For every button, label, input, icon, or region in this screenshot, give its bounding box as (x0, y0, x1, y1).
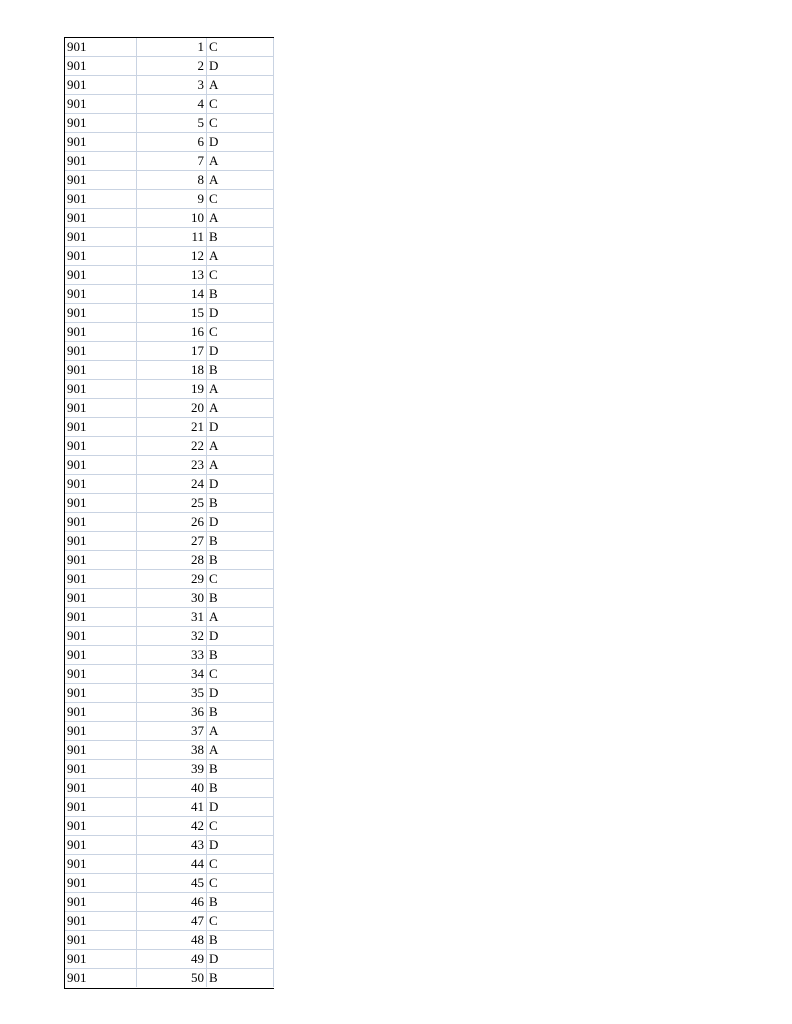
answer-cell: D (207, 418, 274, 436)
exam-code-cell: 901 (65, 684, 137, 702)
question-number-cell: 7 (137, 152, 207, 170)
exam-code-cell: 901 (65, 589, 137, 607)
table-row (65, 38, 274, 57)
question-number-cell: 1 (137, 38, 207, 56)
answer-cell: D (207, 57, 274, 75)
exam-code-cell: 901 (65, 76, 137, 94)
exam-code-cell: 901 (65, 266, 137, 284)
question-number-cell: 35 (137, 684, 207, 702)
question-number-cell: 47 (137, 912, 207, 930)
exam-code-cell: 901 (65, 931, 137, 949)
question-number-cell: 31 (137, 608, 207, 626)
exam-code-cell: 901 (65, 703, 137, 721)
table-row (65, 380, 274, 399)
table-row (65, 950, 274, 969)
table-row (65, 779, 274, 798)
question-number-cell: 16 (137, 323, 207, 341)
exam-code-cell: 901 (65, 798, 137, 816)
answer-cell: D (207, 836, 274, 854)
table-row (65, 475, 274, 494)
answer-cell: C (207, 114, 274, 132)
answer-cell: B (207, 931, 274, 949)
table-row (65, 817, 274, 836)
exam-code-cell: 901 (65, 760, 137, 778)
question-number-cell: 33 (137, 646, 207, 664)
question-number-cell: 36 (137, 703, 207, 721)
exam-code-cell: 901 (65, 513, 137, 531)
answer-cell: D (207, 304, 274, 322)
answer-cell: B (207, 228, 274, 246)
table-row (65, 893, 274, 912)
table-row (65, 513, 274, 532)
answer-cell: C (207, 912, 274, 930)
exam-code-cell: 901 (65, 456, 137, 474)
question-number-cell: 40 (137, 779, 207, 797)
table-row (65, 532, 274, 551)
question-number-cell: 24 (137, 475, 207, 493)
exam-code-cell: 901 (65, 836, 137, 854)
table-row (65, 152, 274, 171)
exam-code-cell: 901 (65, 570, 137, 588)
table-row (65, 285, 274, 304)
exam-code-cell: 901 (65, 722, 137, 740)
answer-cell: C (207, 665, 274, 683)
answer-cell: B (207, 285, 274, 303)
exam-code-cell: 901 (65, 817, 137, 835)
table-row (65, 361, 274, 380)
exam-code-cell: 901 (65, 190, 137, 208)
table-row (65, 133, 274, 152)
answer-key-table (64, 37, 274, 989)
exam-code-cell: 901 (65, 95, 137, 113)
table-row (65, 456, 274, 475)
question-number-cell: 11 (137, 228, 207, 246)
answer-cell: B (207, 779, 274, 797)
question-number-cell: 5 (137, 114, 207, 132)
question-number-cell: 25 (137, 494, 207, 512)
question-number-cell: 38 (137, 741, 207, 759)
answer-cell: A (207, 437, 274, 455)
table-row (65, 57, 274, 76)
question-number-cell: 27 (137, 532, 207, 550)
table-row (65, 247, 274, 266)
table-row (65, 323, 274, 342)
answer-cell: A (207, 152, 274, 170)
answer-cell: B (207, 532, 274, 550)
answer-cell: D (207, 342, 274, 360)
answer-cell: A (207, 722, 274, 740)
exam-code-cell: 901 (65, 608, 137, 626)
question-number-cell: 30 (137, 589, 207, 607)
question-number-cell: 3 (137, 76, 207, 94)
table-row (65, 684, 274, 703)
exam-code-cell: 901 (65, 209, 137, 227)
exam-code-cell: 901 (65, 646, 137, 664)
exam-code-cell: 901 (65, 228, 137, 246)
table-row (65, 722, 274, 741)
table-row (65, 912, 274, 931)
exam-code-cell: 901 (65, 171, 137, 189)
answer-cell: B (207, 646, 274, 664)
answer-cell: D (207, 475, 274, 493)
answer-cell: C (207, 817, 274, 835)
exam-code-cell: 901 (65, 361, 137, 379)
question-number-cell: 44 (137, 855, 207, 873)
exam-code-cell: 901 (65, 323, 137, 341)
question-number-cell: 50 (137, 969, 207, 987)
answer-cell: C (207, 874, 274, 892)
table-row (65, 741, 274, 760)
table-row (65, 589, 274, 608)
question-number-cell: 4 (137, 95, 207, 113)
exam-code-cell: 901 (65, 741, 137, 759)
exam-code-cell: 901 (65, 437, 137, 455)
exam-code-cell: 901 (65, 247, 137, 265)
table-row (65, 627, 274, 646)
question-number-cell: 37 (137, 722, 207, 740)
question-number-cell: 20 (137, 399, 207, 417)
answer-cell: B (207, 589, 274, 607)
exam-code-cell: 901 (65, 665, 137, 683)
answer-cell: D (207, 627, 274, 645)
table-row (65, 798, 274, 817)
exam-code-cell: 901 (65, 969, 137, 987)
question-number-cell: 29 (137, 570, 207, 588)
exam-code-cell: 901 (65, 950, 137, 968)
question-number-cell: 21 (137, 418, 207, 436)
question-number-cell: 13 (137, 266, 207, 284)
table-row (65, 665, 274, 684)
answer-cell: A (207, 76, 274, 94)
answer-cell: C (207, 570, 274, 588)
exam-code-cell: 901 (65, 551, 137, 569)
question-number-cell: 26 (137, 513, 207, 531)
exam-code-cell: 901 (65, 304, 137, 322)
question-number-cell: 39 (137, 760, 207, 778)
answer-cell: D (207, 950, 274, 968)
question-number-cell: 19 (137, 380, 207, 398)
question-number-cell: 43 (137, 836, 207, 854)
table-row (65, 342, 274, 361)
table-row (65, 836, 274, 855)
question-number-cell: 46 (137, 893, 207, 911)
answer-cell: C (207, 38, 274, 56)
answer-cell: B (207, 551, 274, 569)
table-row (65, 190, 274, 209)
exam-code-cell: 901 (65, 627, 137, 645)
question-number-cell: 12 (137, 247, 207, 265)
question-number-cell: 2 (137, 57, 207, 75)
answer-cell: C (207, 855, 274, 873)
table-row (65, 171, 274, 190)
question-number-cell: 8 (137, 171, 207, 189)
exam-code-cell: 901 (65, 133, 137, 151)
table-row (65, 703, 274, 722)
table-row (65, 570, 274, 589)
question-number-cell: 34 (137, 665, 207, 683)
exam-code-cell: 901 (65, 779, 137, 797)
question-number-cell: 49 (137, 950, 207, 968)
question-number-cell: 32 (137, 627, 207, 645)
answer-cell: D (207, 513, 274, 531)
answer-cell: D (207, 684, 274, 702)
question-number-cell: 28 (137, 551, 207, 569)
table-row (65, 874, 274, 893)
question-number-cell: 15 (137, 304, 207, 322)
table-row (65, 551, 274, 570)
question-number-cell: 23 (137, 456, 207, 474)
exam-code-cell: 901 (65, 874, 137, 892)
exam-code-cell: 901 (65, 38, 137, 56)
table-row (65, 760, 274, 779)
exam-code-cell: 901 (65, 494, 137, 512)
table-row (65, 437, 274, 456)
table-row (65, 855, 274, 874)
exam-code-cell: 901 (65, 342, 137, 360)
answer-cell: D (207, 798, 274, 816)
question-number-cell: 9 (137, 190, 207, 208)
table-row (65, 95, 274, 114)
answer-cell: C (207, 323, 274, 341)
exam-code-cell: 901 (65, 532, 137, 550)
answer-cell: A (207, 456, 274, 474)
exam-code-cell: 901 (65, 475, 137, 493)
answer-cell: A (207, 380, 274, 398)
table-row (65, 209, 274, 228)
answer-cell: C (207, 95, 274, 113)
exam-code-cell: 901 (65, 912, 137, 930)
answer-cell: A (207, 171, 274, 189)
table-row (65, 418, 274, 437)
answer-cell: B (207, 361, 274, 379)
table-row (65, 304, 274, 323)
table-row (65, 646, 274, 665)
answer-cell: B (207, 760, 274, 778)
question-number-cell: 41 (137, 798, 207, 816)
question-number-cell: 18 (137, 361, 207, 379)
exam-code-cell: 901 (65, 380, 137, 398)
answer-cell: B (207, 494, 274, 512)
answer-cell: A (207, 209, 274, 227)
question-number-cell: 17 (137, 342, 207, 360)
exam-code-cell: 901 (65, 418, 137, 436)
table-row (65, 608, 274, 627)
exam-code-cell: 901 (65, 152, 137, 170)
question-number-cell: 48 (137, 931, 207, 949)
table-row (65, 266, 274, 285)
answer-cell: B (207, 893, 274, 911)
table-row (65, 931, 274, 950)
answer-cell: B (207, 703, 274, 721)
question-number-cell: 14 (137, 285, 207, 303)
table-row (65, 399, 274, 418)
question-number-cell: 45 (137, 874, 207, 892)
table-row (65, 114, 274, 133)
answer-cell: A (207, 608, 274, 626)
question-number-cell: 22 (137, 437, 207, 455)
answer-cell: C (207, 190, 274, 208)
table-row (65, 76, 274, 95)
answer-cell: A (207, 399, 274, 417)
exam-code-cell: 901 (65, 399, 137, 417)
question-number-cell: 10 (137, 209, 207, 227)
table-row (65, 228, 274, 247)
answer-cell: C (207, 266, 274, 284)
exam-code-cell: 901 (65, 57, 137, 75)
exam-code-cell: 901 (65, 855, 137, 873)
answer-cell: D (207, 133, 274, 151)
exam-code-cell: 901 (65, 114, 137, 132)
answer-cell: A (207, 741, 274, 759)
exam-code-cell: 901 (65, 285, 137, 303)
table-row (65, 969, 274, 988)
table-row (65, 494, 274, 513)
answer-cell: B (207, 969, 274, 987)
question-number-cell: 6 (137, 133, 207, 151)
question-number-cell: 42 (137, 817, 207, 835)
exam-code-cell: 901 (65, 893, 137, 911)
answer-cell: A (207, 247, 274, 265)
